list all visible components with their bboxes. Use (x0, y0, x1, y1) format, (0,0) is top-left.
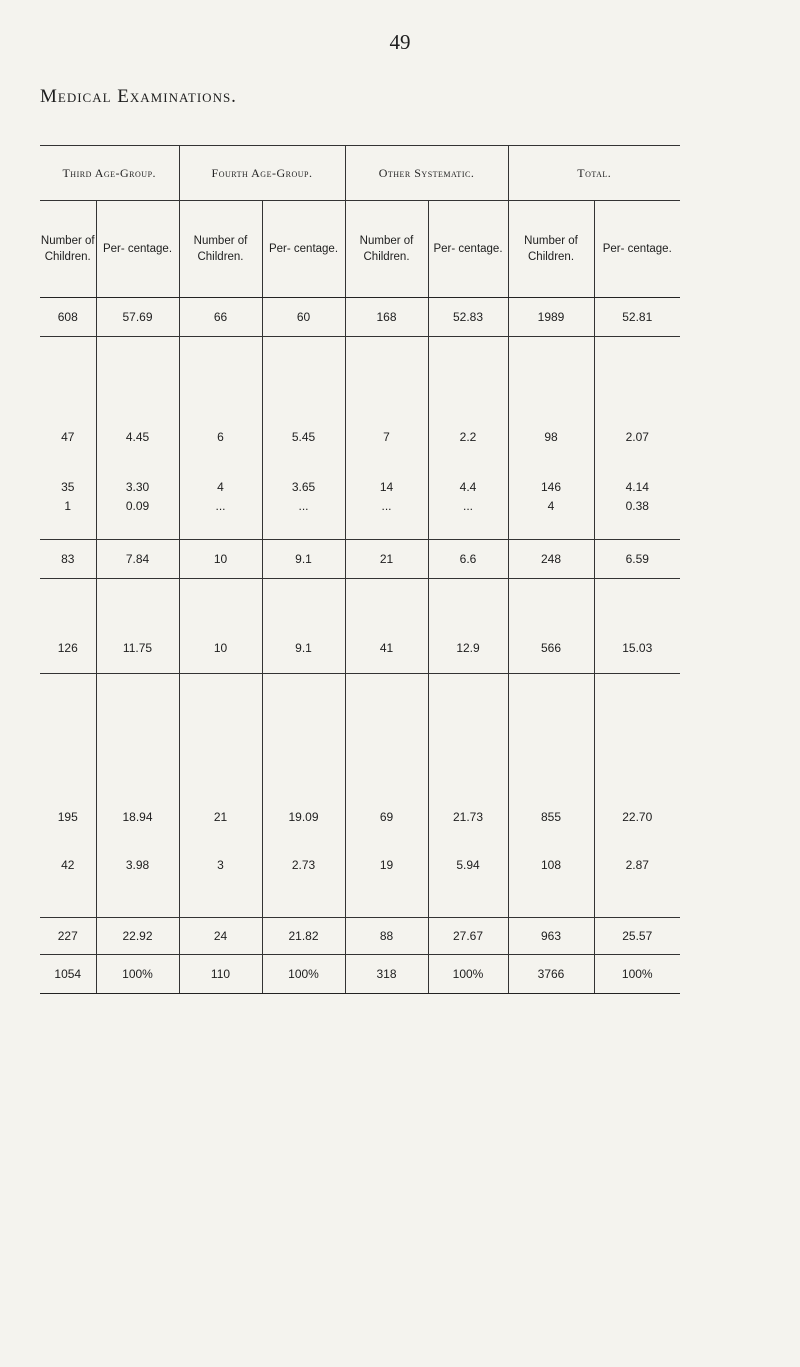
col-percentage-header: Per- centage. (428, 201, 508, 298)
table-cell: 52.83 (428, 298, 508, 337)
table-cell: 7.84 (96, 540, 179, 579)
cell-value: 21.73 (453, 810, 484, 824)
table-cell (594, 337, 680, 540)
table-cell: 52.81 (594, 298, 680, 337)
table-cell: 57.69 (96, 298, 179, 337)
cell-value: ... (215, 499, 226, 513)
col-number-header: Number of Children. (508, 201, 594, 298)
table-cell (594, 579, 680, 674)
table-cell: 83 (40, 540, 96, 579)
table-row (40, 298, 680, 337)
cell-value: 4 (547, 499, 555, 513)
cell-value: 146 (541, 480, 562, 494)
cell-value: ... (298, 499, 309, 513)
cell-value: 566 (541, 641, 562, 655)
cell-value: 12.9 (456, 641, 480, 655)
cell-value: 195 (57, 810, 78, 824)
table-row (40, 540, 680, 579)
table-cell: 318 (345, 955, 428, 994)
cell-value: 98 (544, 430, 558, 444)
cell-value: 7 (383, 430, 390, 444)
table-cell (179, 674, 262, 918)
cell-value: 47 (61, 430, 75, 444)
cell-value: 126 (57, 641, 78, 655)
cell-value: 35 (61, 480, 75, 494)
col-percentage-header: Per- centage. (262, 201, 345, 298)
cell-value: 19 (379, 858, 394, 872)
cell-value: 41 (379, 641, 394, 655)
table-cell: 248 (508, 540, 594, 579)
table-cell: 10 (179, 540, 262, 579)
table-cell: 22.92 (96, 918, 179, 955)
cell-value: 2.07 (625, 430, 649, 444)
group-header-row (40, 146, 680, 201)
table-cell: 6.59 (594, 540, 680, 579)
cell-value: 3.30 (125, 480, 150, 494)
cell-value: 10 (213, 641, 228, 655)
col-number-header: Number of Children. (345, 201, 428, 298)
table-cell (96, 337, 179, 540)
cell-value: 855 (541, 810, 562, 824)
table-cell (96, 674, 179, 918)
table-cell: 100% (96, 955, 179, 994)
table-cell: 60 (262, 298, 345, 337)
cell-value: 0.09 (125, 499, 150, 513)
table-cell: 3766 (508, 955, 594, 994)
cell-value: ... (463, 499, 474, 513)
cell-value: 69 (379, 810, 394, 824)
cell-value: 3 (217, 858, 224, 872)
table-row (40, 674, 680, 918)
group-fourth-age: Fourth Age-Group. (179, 146, 345, 201)
group-total: Total. (508, 146, 680, 201)
table-cell (508, 337, 594, 540)
table-cell (594, 674, 680, 918)
table-cell: 168 (345, 298, 428, 337)
table-cell: 100% (428, 955, 508, 994)
table-cell: 110 (179, 955, 262, 994)
table-cell (428, 579, 508, 674)
cell-value: 4.45 (125, 430, 150, 444)
cell-value: 2.87 (625, 858, 649, 872)
cell-value: 2.2 (459, 430, 477, 444)
cell-value: 19.09 (288, 810, 319, 824)
table-row (40, 918, 680, 955)
table-cell (262, 674, 345, 918)
sub-header-row (40, 201, 680, 298)
table-row (40, 955, 680, 994)
cell-value: 15.03 (622, 641, 653, 655)
table-cell: 9.1 (262, 540, 345, 579)
table-cell: 24 (179, 918, 262, 955)
table-cell: 1054 (40, 955, 96, 994)
cell-value: 0.38 (625, 499, 649, 513)
cell-value: ... (381, 499, 392, 513)
page-number: 49 (389, 30, 411, 54)
table-cell: 21.82 (262, 918, 345, 955)
cell-value: 21 (213, 810, 228, 824)
cell-value: 5.94 (456, 858, 480, 872)
cell-value: 2.73 (291, 858, 316, 872)
table-cell: 100% (594, 955, 680, 994)
cell-value: 108 (541, 858, 562, 872)
cell-value: 22.70 (622, 810, 653, 824)
table-cell (508, 579, 594, 674)
table-cell (96, 579, 179, 674)
cell-value: 6 (217, 430, 224, 444)
table-cell (40, 674, 96, 918)
table-cell: 6.6 (428, 540, 508, 579)
table-cell (508, 674, 594, 918)
table-cell (345, 674, 428, 918)
cell-value: 18.94 (122, 810, 153, 824)
cell-value: 4 (217, 480, 224, 494)
cell-value: 9.1 (295, 641, 312, 655)
table-cell (428, 337, 508, 540)
table-cell (40, 337, 96, 540)
table-cell (428, 674, 508, 918)
cell-value: 3.98 (125, 858, 150, 872)
cell-value: 42 (61, 858, 75, 872)
table-cell: 963 (508, 918, 594, 955)
table-cell (345, 579, 428, 674)
group-other-systematic: Other Systematic. (345, 146, 508, 201)
col-number-header: Number of Children. (179, 201, 262, 298)
cell-value: 5.45 (291, 430, 316, 444)
table-cell: 1989 (508, 298, 594, 337)
page-heading: Medical Examinations. (40, 86, 237, 107)
cell-value: 4.4 (459, 480, 477, 494)
cell-value: 4.14 (625, 480, 649, 494)
table-cell: 27.67 (428, 918, 508, 955)
table-cell: 25.57 (594, 918, 680, 955)
cell-value: 11.75 (122, 641, 153, 655)
col-percentage-header: Per- centage. (594, 201, 680, 298)
table-cell (179, 579, 262, 674)
cell-value: 14 (379, 480, 394, 494)
col-number-header: Number of Children. (40, 201, 96, 298)
group-third-age: Third Age-Group. (40, 146, 179, 201)
table-cell: 66 (179, 298, 262, 337)
table-cell: 608 (40, 298, 96, 337)
cell-value: 3.65 (291, 480, 316, 494)
table-cell (262, 579, 345, 674)
table-cell (345, 337, 428, 540)
col-percentage-header: Per- centage. (96, 201, 179, 298)
table-cell (40, 579, 96, 674)
table-cell: 21 (345, 540, 428, 579)
table-cell (262, 337, 345, 540)
cell-value: 1 (64, 499, 72, 513)
table-row (40, 337, 680, 540)
table-cell: 100% (262, 955, 345, 994)
table-cell: 88 (345, 918, 428, 955)
table-cell: 227 (40, 918, 96, 955)
examination-table (40, 145, 680, 994)
table-row (40, 579, 680, 674)
table-cell (179, 337, 262, 540)
